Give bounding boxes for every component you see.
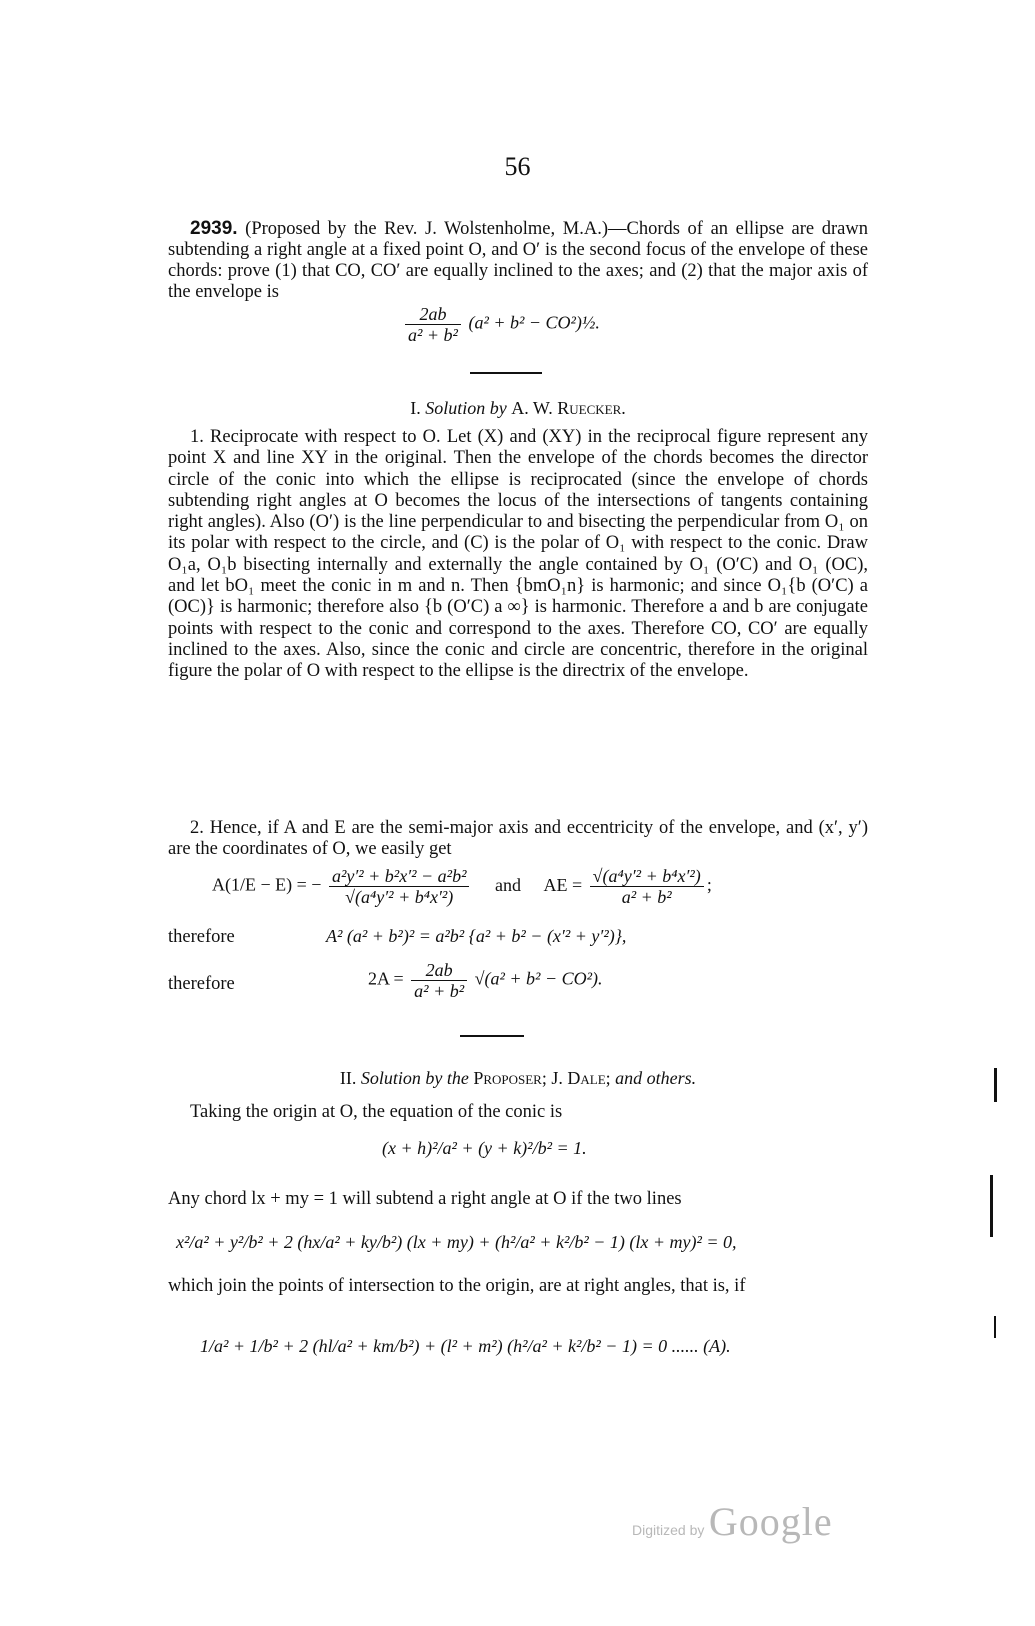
equation-2A xyxy=(368,960,602,1001)
watermark-small: Digitized by xyxy=(632,1522,705,1538)
solution-two-line-2: Any chord lx + my = 1 will subtend a right angle at O if the two lines xyxy=(168,1189,682,1209)
eq3-left: 2A = xyxy=(368,968,404,989)
eq1-denominator-2: a² + b² xyxy=(621,887,672,907)
digitized-watermark xyxy=(632,1498,833,1545)
heading2-tail: and others. xyxy=(615,1068,697,1088)
formula-rest: (a² + b² − CO²)½. xyxy=(468,312,600,333)
problem-text: (Proposed by the Rev. J. Wolstenholme, M.A.)—Chords of an ellipse are drawn subtending a right angle at a fixed point O, and O′ is the second focus of the envelope of these chords: prove (1) that CO, CO′ are equally inclined to the axes; and (2) that the major axis of the envelope is xyxy=(168,219,868,302)
heading2-prefix: II. xyxy=(339,1068,357,1088)
eq1-and: and xyxy=(494,874,521,895)
eq1-numerator: a²y′² + b²x′² − a²b² xyxy=(329,866,470,887)
eq1-denominator: √(a⁴y′² + b⁴x′²) xyxy=(345,887,454,907)
solution-two-heading xyxy=(168,1068,868,1089)
formula-denominator: a² + b² xyxy=(408,325,458,345)
eq3-right: √(a² + b² − CO²). xyxy=(474,968,603,989)
solution-two-line-3: which join the points of intersection to the origin, are at right angles, that is, if xyxy=(168,1276,746,1296)
problem-number: 2939. xyxy=(190,218,238,239)
eq1-numerator-2: √(a⁴y′² + b⁴x′²) xyxy=(590,866,704,887)
heading-prefix: I. xyxy=(410,398,421,418)
heading2-authors: Proposer; J. Dale; xyxy=(473,1068,611,1088)
solution-two-line-1: Taking the origin at O, the equation of the conic is xyxy=(190,1102,563,1122)
problem-formula xyxy=(402,304,600,345)
solution-one-heading xyxy=(168,398,868,419)
formula-numerator: 2ab xyxy=(405,304,461,325)
separator-rule xyxy=(470,372,542,374)
equation-A-condition: 1/a² + 1/b² + 2 (hl/a² + km/b²) + (l² + m²) (h²/a² + k²/b² − 1) = 0 ...... (A). xyxy=(200,1336,731,1356)
separator-rule-2 xyxy=(460,1035,524,1037)
eq1-ae: AE = xyxy=(543,874,583,895)
equation-conic: (x + h)²/a² + (y + k)²/b² = 1. xyxy=(382,1138,587,1158)
scan-edge-mark xyxy=(990,1175,993,1237)
heading2-italic: Solution by the xyxy=(360,1068,469,1088)
google-logo: Google xyxy=(708,1499,833,1544)
eq3-denominator: a² + b² xyxy=(414,981,465,1001)
heading-italic: Solution by xyxy=(425,398,507,418)
scan-edge-mark xyxy=(994,1068,997,1102)
solution-one-paragraph-2: 2. Hence, if A and E are the semi-major axis and eccentricity of the envelope, and (x′, y′) are the coordinates of O, we easily get xyxy=(168,818,868,859)
problem-statement xyxy=(168,218,868,303)
equation-A-squared: A² (a² + b²)² = a²b² {a² + b² − (x′² + y′²)}, xyxy=(326,926,627,946)
page-number: 56 xyxy=(504,152,531,181)
heading-author: A. W. Ruecker. xyxy=(511,398,626,418)
equation-pair-of-lines: x²/a² + y²/b² + 2 (hx/a² + ky/b²) (lx + my) + (h²/a² + k²/b² − 1) (lx + my)² = 0, xyxy=(176,1232,737,1252)
eq1-left: A(1/E − E) = − xyxy=(212,874,322,895)
scan-edge-mark xyxy=(994,1316,996,1338)
equation-A-E: A(1/E − E) = − $\frac{\text{a²y′² + b²x′² − a²b²}}{\text{√(a⁴y′² + b⁴x′²)}}$ and AE = $\frac{\text{√(a⁴y′² + b⁴x′²)}}{\text{a² + b²}}$ ; xyxy=(212,866,712,907)
therefore-label-1: therefore xyxy=(168,927,235,947)
eq3-numerator: 2ab xyxy=(411,960,467,981)
therefore-label-2: therefore xyxy=(168,974,235,994)
solution-one-paragraph-1: 1. Reciprocate with respect to O. Let (X) and (XY) in the reciprocal figure represent any point X and line XY in the original. Then the envelope of the chords becomes the director circle of the conic into which the ellipse is reciprocated (since the envelope of chords subtending right angles at O becomes the locus of the intersections of tangents containing right angles). Also (O′) is the line perpendicular to and bisecting the perpendicular from O₁ on its polar with respect to the circle, and (C) is the polar of O₁ with respect to the conic. Draw O₁a, O₁b bisecting internally and externally the angle contained by O₁ (O′C) and O₁ (OC), and let bO₁ meet the conic in m and n. Then {bmO₁n} is harmonic; and since O₁{b (O′C) a (OC)} is harmonic; therefore also {b (O′C) a ∞} is harmonic. Therefore a and b are conjugate points with respect to the conic and correspond to the axes. Therefore CO, CO′ are equally inclined to the axes. Also, since the conic and circle are concentric, therefore in the original figure the polar of O with respect to the ellipse is the directrix of the envelope. xyxy=(168,427,868,682)
